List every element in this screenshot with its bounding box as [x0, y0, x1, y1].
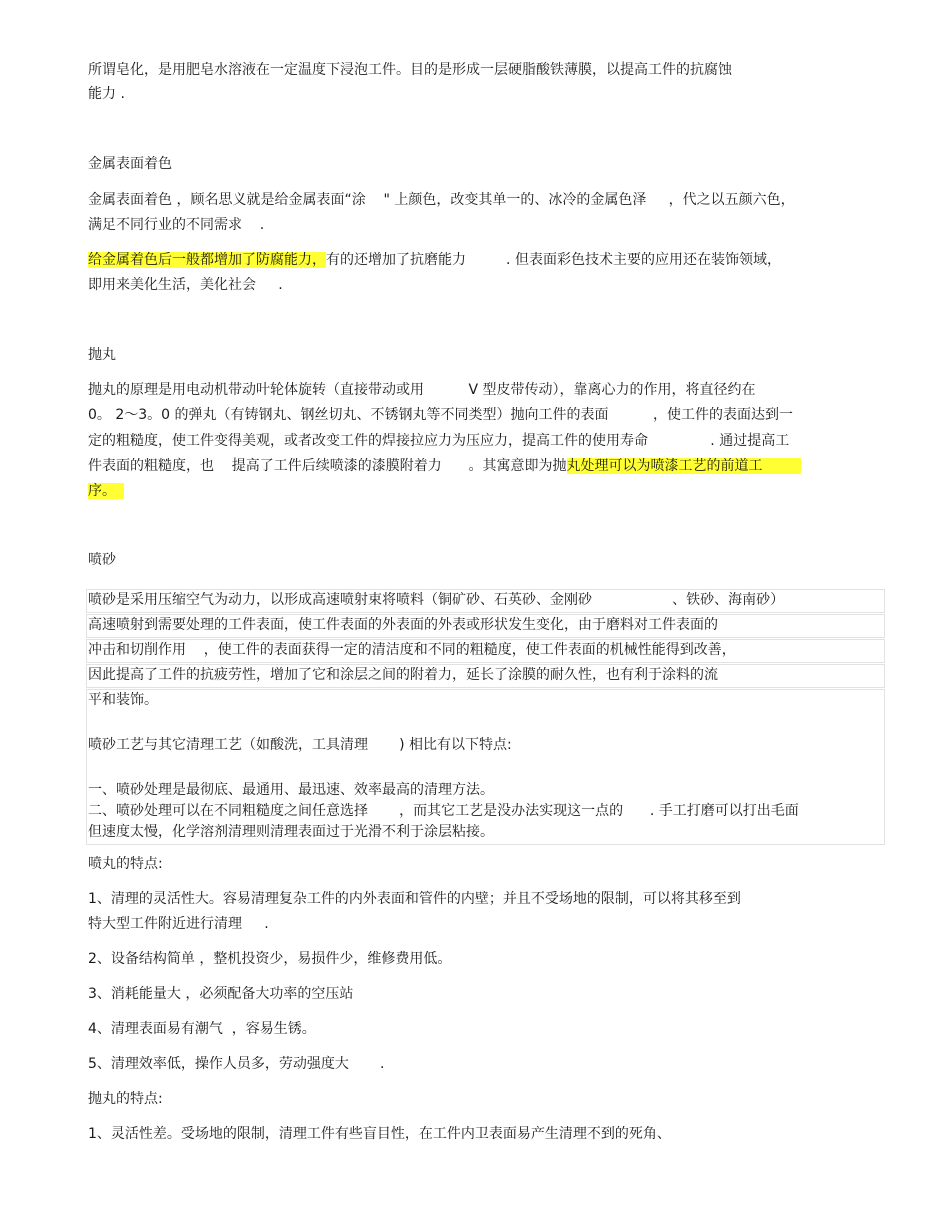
sand-feature-5: 5、清理效率低，操作人员多，劳动强度大 . [88, 1056, 385, 1072]
sandblast-line-4: 因此提高了工件的抗疲劳性，增加了它和涂层之间的附着力，延长了涂膜的耐久性，也有利于涂料的流 [88, 667, 718, 683]
shotblast-line-1: 抛丸的原理是用电动机带动叶轮体旋转（直接带动或用 V 型皮带传动），靠离心力的作用，将直径约在 [88, 382, 756, 398]
coloring-p1-line-2: 满足不同行业的不同需求 . [88, 217, 265, 233]
shotblast-line-5 [88, 481, 124, 501]
sand-feature-1-line-1: 1、清理的灵活性大。容易清理复杂工件的内外表面和管件的内壁；并且不受场地的限制，可以将其移至到 [88, 891, 741, 907]
sandblast-compare-item-2-line-1: 二、喷砂处理可以在不同粗糙度之间任意选择 ，而其它工艺是没办法实现这一点的 . 手工打磨可以打出毛面 [88, 803, 799, 819]
section-heading-sand-features: 喷丸的特点: [88, 856, 163, 872]
sand-feature-1-line-2: 特大型工件附近进行清理 . [88, 916, 269, 932]
sandblast-compare-item-2-line-2: 但速度太慢，化学溶剂清理则清理表面过于光滑不利于涂层粘接。 [88, 824, 494, 840]
sand-feature-4: 4、清理表面易有潮气 ，容易生锈。 [88, 1021, 316, 1037]
sand-feature-2: 2、设备结构简单 ，整机投资少，易损件少，维修费用低。 [88, 951, 452, 967]
highlight: 序。 [88, 483, 124, 499]
sandblast-compare: 喷砂工艺与其它清理工艺（如酸洗，工具清理 ) 相比有以下特点: [88, 737, 512, 753]
coloring-p2-line-1 [88, 250, 781, 270]
coloring-p2-line-1-rest: 有的还增加了抗磨能力 . 但表面彩色技术主要的应用还在装饰领域， [326, 252, 781, 268]
intro-line-1: 所谓皂化，是用肥皂水溶液在一定温度下浸泡工件。目的是形成一层硬脂酸铁薄膜，以提高工件的抗腐蚀 [88, 62, 732, 78]
sand-feature-3: 3、消耗能量大 ，必须配备大功率的空压站 [88, 986, 354, 1002]
section-heading-sandblast: 喷砂 [88, 552, 116, 568]
sandblast-compare-item-1: 一、喷砂处理是最彻底、最通用、最迅速、效率最高的清理方法。 [88, 782, 494, 798]
shotblast-line-2: 0。 2～3。0 的弹丸（有铸钢丸、钢丝切丸、不锈钢丸等不同类型）抛向工件的表面 ，使工件的表面达到一 [88, 407, 794, 423]
section-heading-coloring: 金属表面着色 [88, 156, 172, 172]
highlight: 丸处理可以为喷漆工艺的前道工 [567, 458, 801, 474]
shotblast-line-4 [88, 456, 801, 476]
sandblast-line-3: 冲击和切削作用 ，使工件的表面获得一定的清洁度和不同的粗糙度，使工件表面的机械性能得到改善， [88, 642, 736, 658]
shot-feature-1: 1、灵活性差。受场地的限制，清理工件有些盲目性，在工件内卫表面易产生清理不到的死角、 [88, 1126, 671, 1142]
section-heading-shotblast: 抛丸 [88, 347, 116, 363]
shotblast-line-4-plain: 件表面的粗糙度，也 提高了工件后续喷漆的漆膜附着力 。其寓意即为抛 [88, 458, 567, 474]
shotblast-line-3: 定的粗糙度，使工件变得美观，或者改变工件的焊接拉应力为压应力，提高工件的使用寿命 . 通过提高工 [88, 433, 790, 449]
sandblast-line-2: 高速喷射到需要处理的工件表面，使工件表面的外表面的外表或形状发生变化，由于磨料对工件表面的 [88, 617, 718, 633]
section-heading-shot-features: 抛丸的特点: [88, 1091, 163, 1107]
intro-line-2: 能力 . [88, 86, 125, 102]
coloring-p2-line-2: 即用来美化生活，美化社会 . [88, 277, 283, 293]
highlight: 给金属着色后一般都增加了防腐能力， [88, 252, 326, 268]
coloring-p1-line-1: 金属表面着色 ，顾名思义就是给金属表面“涂 " 上颜色，改变其单一的、冰冷的金属色泽 ，代之以五颜六色， [88, 192, 795, 208]
sandblast-line-1: 喷砂是采用压缩空气为动力，以形成高速喷射束将喷料（铜矿砂、石英砂、金刚砂 、铁砂、海南砂） [88, 592, 785, 608]
sandblast-line-5: 平和装饰。 [88, 692, 158, 708]
